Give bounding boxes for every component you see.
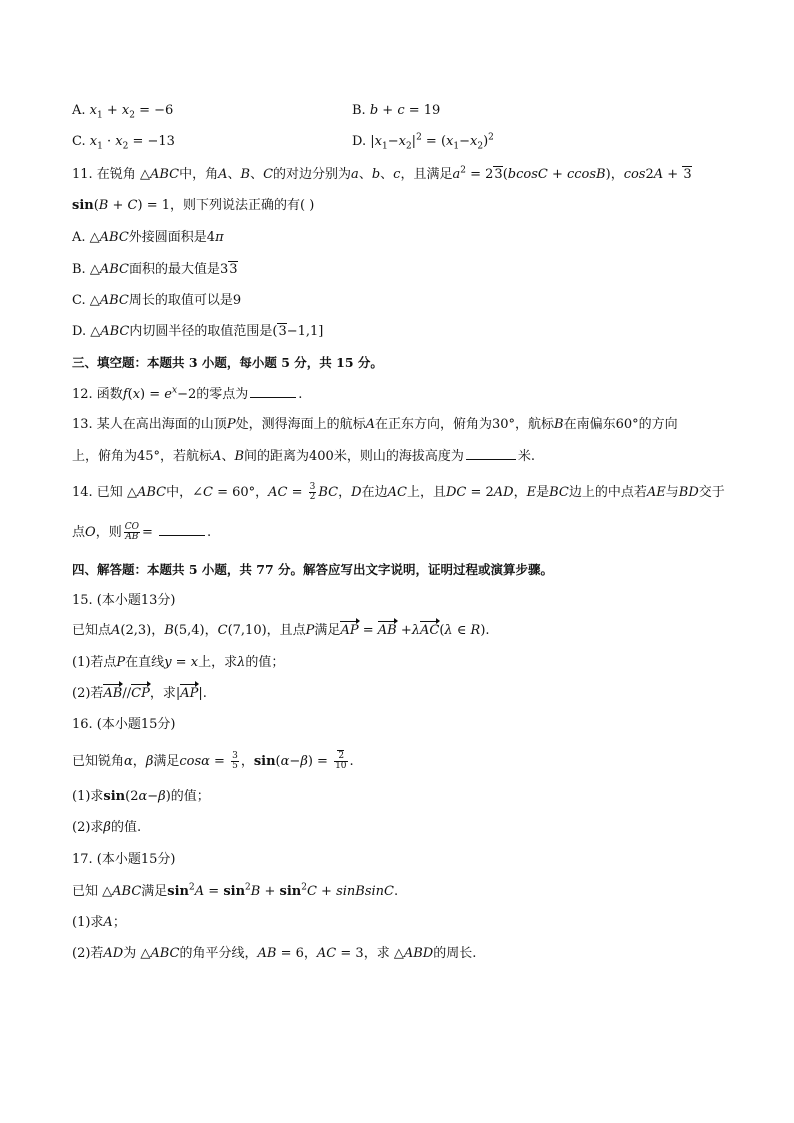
q17-part1: (1)求A；: [72, 915, 126, 930]
q11-stem-line1: 11. 在锐角 △ABC中，角A、B、C的对边分别为a、b、c，且满足$a^2 = 23(bcosC + ccosB)$，cos2A + 3: [72, 165, 692, 182]
q10-option-c: C. $x_1 \cdot x_2 = -13$: [72, 134, 175, 152]
section-fill-in-header: 三、填空题：本题共 3 小题，每小题 5 分，共 15 分。: [72, 355, 383, 370]
q11-option-d: D. △ABC内切圆半径的取值范围是(3−1,1]: [72, 324, 324, 339]
q16-part1: (1)求sin(2α−β)的值；: [72, 789, 210, 804]
q11-option-b: B. △ABC面积的最大值是33: [72, 262, 238, 277]
q11-option-a: A. △ABC外接圆面积是4π: [72, 230, 224, 245]
q15-part1: (1)若点P在直线y = x上，求λ的值；: [72, 655, 285, 670]
q16-part2: (2)求β的值.: [72, 820, 142, 835]
q17-header: 17. (本小题15分): [72, 852, 176, 867]
q17-stem: 已知 △ABC满足$\sin^2A = \sin^2B + \sin^2C$ + sinBsinC.: [72, 882, 399, 899]
q15-header: 15. (本小题13分): [72, 593, 176, 608]
q12-answer-blank[interactable]: [250, 385, 296, 398]
q11-option-c: C. △ABC周长的取值可以是9: [72, 293, 242, 308]
q14-answer-blank[interactable]: [159, 523, 205, 536]
q14-line1: 14. 已知 △ABC中，∠C = 60°，AC = $\frac{3}{2}$ BC，D在边AC上，且DC = 2AD，E是BC边上的中点若AE与BD交于: [72, 482, 725, 502]
q15-stem: 已知点A(2,3)，B(5,4)，C(7,10)，且点P满足AP = AB +λAC(λ ∈ R).: [72, 623, 490, 638]
section-solution-header: 四、解答题：本题共 5 小题，共 77 分。解答应写出文字说明，证明过程或演算步骤。: [72, 562, 554, 577]
q16-stem: 已知锐角α，β满足cosα = $\frac{3}{5}$ ，sin(α−β) = $\frac{2}{10}$ .: [72, 751, 354, 771]
q12-question: 12. 函数$f(x) = e^x-2$的零点为 .: [72, 385, 303, 402]
q11-stem-line2: sin(B + C) = 1，则下列说法正确的有( ): [72, 198, 315, 213]
q17-part2: (2)若AD为 △ABC的角平分线，AB = 6，AC = 3，求 △ABD的周长.: [72, 946, 477, 961]
q10-option-d: D. $|x_1-x_2|^2 = (x_1-x_2)^2$: [352, 132, 494, 152]
q10-option-a: A. $x_1 + x_2 = -6$: [72, 103, 174, 121]
q15-part2: (2)若AB//CP，求|AP|.: [72, 686, 207, 701]
q13-line1: 13. 某人在高出海面的山顶P处，测得海面上的航标A在正东方向，俯角为30°，航标B在南偏东60°的方向: [72, 417, 678, 432]
q13-line2: 上，俯角为45°，若航标A、B间的距离为400米，则山的海拔高度为 米.: [72, 449, 535, 464]
q14-line2: 点O，则 $\frac{CO}{AB}$ = .: [72, 522, 212, 542]
q13-answer-blank[interactable]: [466, 447, 516, 460]
q16-header: 16. (本小题15分): [72, 717, 176, 732]
q10-option-b: B. b + c = 19: [352, 103, 441, 118]
